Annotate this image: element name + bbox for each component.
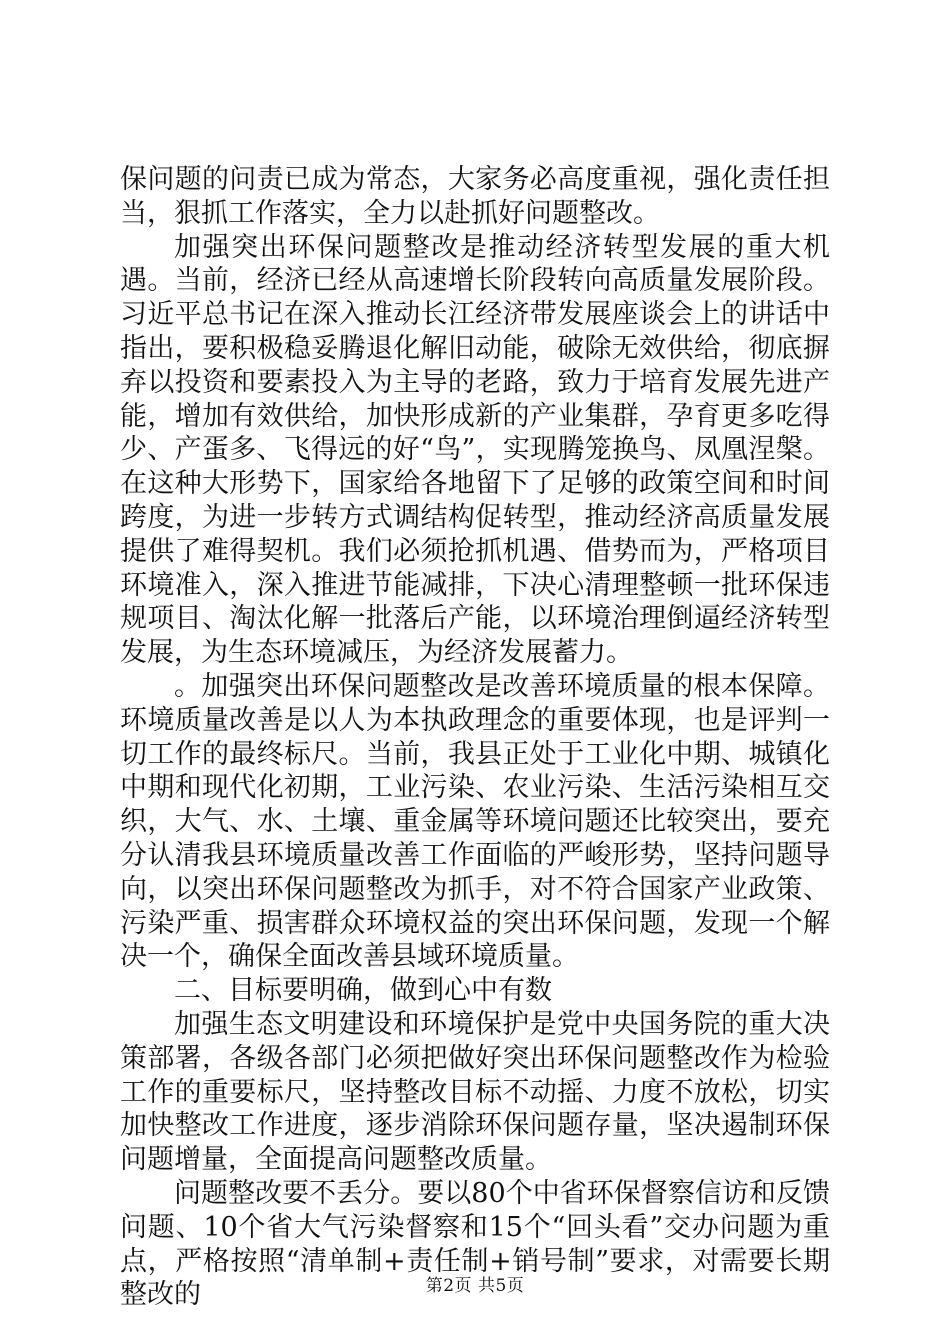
paragraph-continuation: 保问题的问责已成为常态，大家务必高度重视，强化责任担当，狠抓工作落实，全力以赴抓好问题整改。	[120, 164, 830, 229]
paragraph-goals: 加强生态文明建设和环境保护是党中央国务院的重大决策部署，各级各部门必须把做好突出环保问题整改作为检验工作的重要标尺，坚持整改目标不动摇、力度不放松，切实加快整改工作进度，逐步消除环保问题存量，坚决遏制环保问题增量，全面提高问题整改质量。	[120, 1008, 830, 1176]
paragraph-economic-opportunity: 加强突出环保问题整改是推动经济转型发展的重大机遇。当前，经济已经从高速增长阶段转向高质量发展阶段。习近平总书记在深入推动长江经济带发展座谈会上的讲话中指出，要积极稳妥腾退化解旧动能，破除无效供给，彻底摒弃以投资和要素投入为主导的老路，致力于培育发展先进产能，增加有效供给，加快形成新的产业集群，孕育更多吃得少、产蛋多、飞得远的好“鸟”，实现腾笼换鸟、凤凰涅槃。在这种大形势下，国家给各地留下了足够的政策空间和时间跨度，为进一步转方式调结构促转型，推动经济高质量发展提供了难得契机。我们必须抢抓机遇、借势而为，严格项目环境准入，深入推进节能减排，下决心清理整顿一批环保违规项目、淘汰化解一批落后产能，以环境治理倒逼经济转型发展，为生态环境减压，为经济发展蓄力。	[120, 231, 830, 669]
paragraph-rectification: 问题整改要不丢分。要以80个中省环保督察信访和反馈问题、10个省大气污染督察和15个“回头看”交办问题为重点，严格按照“清单制+责任制+销号制”要求，对需要长期整改的	[120, 1177, 830, 1311]
page-footer: 第2页 共5页	[425, 1276, 525, 1296]
document-body	[120, 163, 830, 1312]
paragraph-environment-quality: 。加强突出环保问题整改是改善环境质量的根本保障。环境质量改善是以人为本执政理念的重要体现，也是评判一切工作的最终标尺。当前，我县正处于工业化中期、城镇化中期和现代化初期，工业污染、农业污染、生活污染相互交织，大气、水、土壤、重金属等环境问题还比较突出，要充分认清我县环境质量改善工作面临的严峻形势，坚持问题导向，以突出环保问题整改为抓手，对不符合国家产业政策、污染严重、损害群众环境权益的突出环保问题，发现一个解决一个，确保全面改善县域环境质量。	[120, 670, 830, 973]
section-heading: 二、目标要明确，做到心中有数	[174, 975, 552, 1007]
